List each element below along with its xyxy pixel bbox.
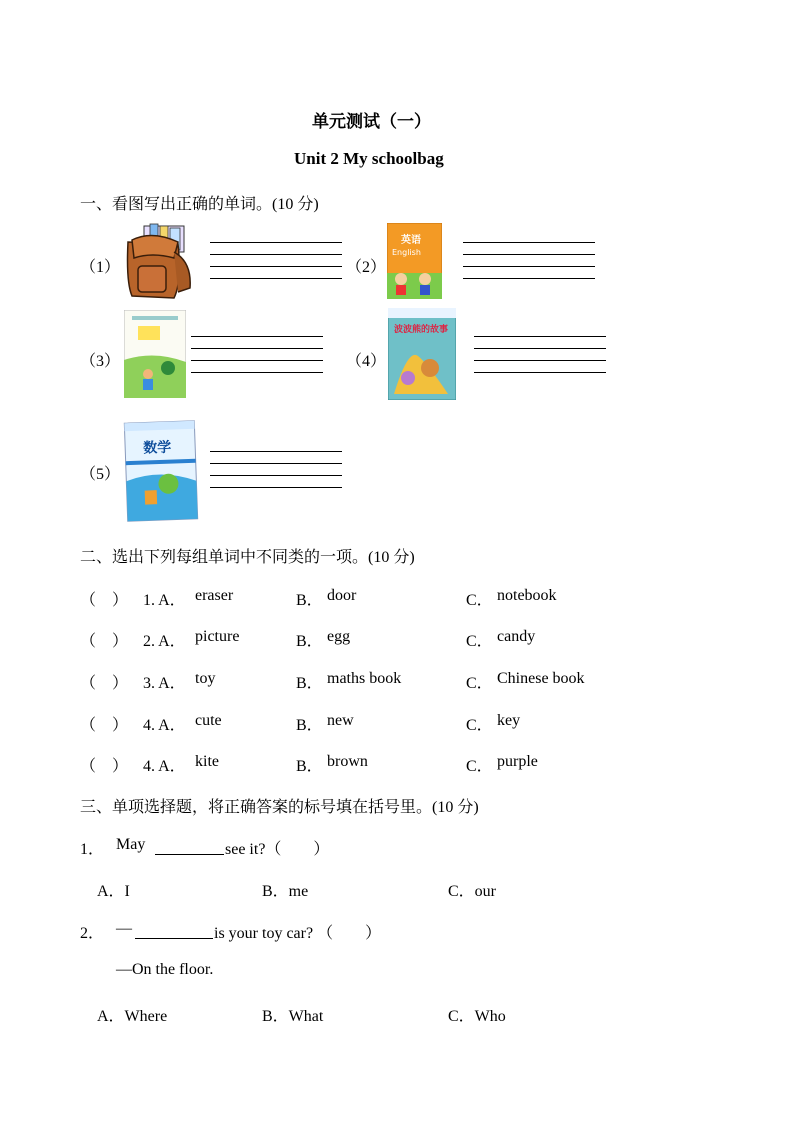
chinese-book-icon [124,310,186,398]
item5-answer-lines[interactable] [210,451,342,499]
storybook-icon [388,308,456,400]
q1-stem-start: May [116,836,146,853]
answer-bracket[interactable]: （ ） [80,592,129,609]
option-c-label: C． [466,633,493,650]
q2-stem-start: — [116,920,132,937]
option-c-label: C． [466,717,493,734]
q2-reply: —On the floor. [116,961,214,978]
section1-heading: 一、看图写出正确的单词。(10 分) [80,196,319,213]
option-a: eraser [195,587,234,604]
option-b-label: B． [296,592,323,609]
option-b: maths book [327,670,402,687]
option-a: kite [195,753,219,770]
item4-answer-lines[interactable] [474,336,606,384]
q1-number: 1． [80,841,105,858]
q1-stem-end: see it?（ ） [225,841,330,858]
svg-text:英语: 英语 [401,235,421,246]
schoolbag-icon [122,222,196,302]
q2-option-b: B．What [262,1008,324,1025]
q2-number: 2． [80,925,105,942]
answer-bracket[interactable]: （ ） [80,717,129,734]
question-number: 1. A． [143,592,186,609]
q1-option-c: C．our [448,883,497,900]
option-c: Chinese book [497,670,585,687]
item3-answer-lines[interactable] [191,336,323,384]
page-title: 单元测试（一） [312,112,431,131]
option-c: key [497,712,521,729]
q1-option-a: A．I [97,883,130,900]
option-c-label: C． [466,592,493,609]
option-a: cute [195,712,222,729]
maths-book-icon [122,419,200,524]
item1-number: （1） [80,259,121,276]
section3-heading: 三、单项选择题，将正确答案的标号填在括号里。(10 分) [80,799,479,816]
question-number: 3. A． [143,675,186,692]
svg-text:English: English [392,248,421,257]
q2-option-c: C．Who [448,1008,506,1025]
english-book-icon [387,223,442,299]
q2-stem-end: is your toy car? （ ） [214,925,382,942]
option-b-label: B． [296,758,323,775]
option-b: new [327,712,354,729]
option-c-label: C． [466,675,493,692]
option-c: candy [497,628,536,645]
section2-heading: 二、选出下列每组单词中不同类的一项。(10 分) [80,549,415,566]
item4-number: （4） [346,353,387,370]
question-number: 2. A． [143,633,186,650]
item2-answer-lines[interactable] [463,242,595,290]
svg-text:波波熊的故事: 波波熊的故事 [394,325,449,335]
page-subtitle: Unit 2 My schoolbag [294,149,444,168]
question-number: 4. A． [143,758,186,775]
option-b-label: B． [296,633,323,650]
item5-number: （5） [80,466,121,483]
option-b-label: B． [296,717,323,734]
question-number: 4. A． [143,717,186,734]
q1-blank[interactable] [155,854,224,855]
option-b: egg [327,628,351,645]
option-b: door [327,587,357,604]
answer-bracket[interactable]: （ ） [80,633,129,650]
item2-number: （2） [346,259,387,276]
option-c: notebook [497,587,557,604]
option-c: purple [497,753,538,770]
option-b-label: B． [296,675,323,692]
answer-bracket[interactable]: （ ） [80,758,129,775]
item3-number: （3） [80,353,121,370]
q2-option-a: A．Where [97,1008,168,1025]
svg-text:数学: 数学 [142,439,172,457]
item1-answer-lines[interactable] [210,242,342,290]
option-c-label: C． [466,758,493,775]
option-a: picture [195,628,240,645]
q2-blank[interactable] [135,938,213,939]
option-b: brown [327,753,368,770]
answer-bracket[interactable]: （ ） [80,675,129,692]
option-a: toy [195,670,216,687]
q1-option-b: B．me [262,883,309,900]
